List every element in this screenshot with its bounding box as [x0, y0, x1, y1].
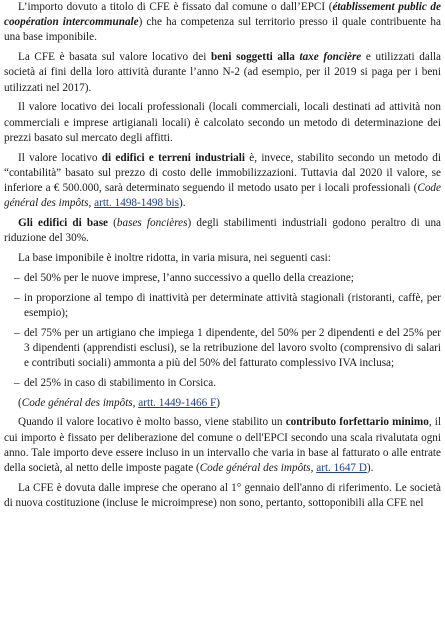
- italic-term: bases foncières: [116, 217, 188, 230]
- text: ,: [88, 197, 95, 210]
- text: è, invece, stabilito secondo un metodo di “contabilità” basato sul prezzo di costo delle immobilizzazioni. Tuttavia dal 2020 il valore, se inferiore a € 500.000, sarà determinato seguendo il metodo usato per i locali professionali (: [4, 151, 441, 195]
- list-item-text: del 50% per le nuove imprese, l’anno successivo a quello della creazione;: [24, 271, 354, 284]
- list-item-text: del 75% per un artigiano che impiega 1 dipendente, del 50% per 2 dipendenti e del 25% per 3 dipendenti (apprendisti esclusi), se la retribuzione del lavoro svolto (comprensivo di salari e contributi sociali) ammonta a più del 50% del fatturato complessivo IVA inclusa;: [24, 326, 441, 370]
- text: ) che ha competenza sul territorio presso il quale contribuente ha una base imponibile.: [4, 16, 441, 44]
- bold-term: beni soggetti alla: [210, 51, 295, 64]
- text: ).: [178, 197, 186, 210]
- list-item: [14, 376, 441, 391]
- text: ): [216, 396, 220, 409]
- paragraph-reductions-intro: [4, 251, 441, 266]
- text: ,: [132, 396, 139, 409]
- text: La base imponibile è inoltre ridotta, in varia misura, nei seguenti casi:: [18, 252, 331, 265]
- dash-bullet: –: [14, 291, 20, 304]
- code-title: Code général des impôts: [4, 182, 441, 210]
- code-title: Code général des impôts: [21, 396, 133, 409]
- bold-term: di edifici e terreni industriali: [101, 151, 245, 164]
- text: Il valore locativo: [18, 151, 102, 164]
- list-item-text: del 25% in caso di stabilimento in Corsica.: [24, 376, 217, 389]
- text: (: [18, 396, 22, 409]
- text: La CFE è dovuta dalle imprese che operano al 1° gennaio dell'anno di riferimento. Le società di nuova costituzione (incluse le microimprese) non sono, pertanto, sottoponibili alla CFE nel: [4, 481, 441, 510]
- text: Il valore locativo dei locali professionali (locali commerciali, locali destinati ad attività non commerciali e imprese artigianali locali) è calcolato secondo un metodo di determinazione dei prezzi basato sul mercato degli affitti.: [4, 101, 441, 144]
- paragraph-professional-premises: [4, 100, 441, 146]
- paragraph-amount: [4, 0, 441, 46]
- text: e utilizzati dalla società ai fini della loro attività durante l’anno N-2 (ad esempio, per il 2019 si paga per i beni utilizzati nel 2017).: [4, 51, 441, 94]
- list-item: [14, 271, 441, 286]
- paragraph-base-buildings: [4, 216, 441, 246]
- text: La CFE è basata sul valore locativo dei: [18, 51, 211, 64]
- reductions-list: [4, 271, 441, 391]
- link-art-1647d[interactable]: art. 1647 D: [316, 462, 367, 475]
- code-reference: [18, 396, 441, 411]
- paragraph-due-date: [4, 481, 441, 511]
- code-title: Code général des impôts: [199, 462, 311, 475]
- text: ) degli stabilimenti industriali godono peraltro di una riduzione del 30%.: [4, 217, 442, 245]
- list-item-text: in proporzione al tempo di inattività per determinate attività stagionali (ristoranti, caffè, per esempio);: [24, 291, 441, 319]
- paragraph-industrial-buildings: [4, 151, 441, 212]
- bold-italic-term: taxe foncière: [299, 51, 362, 64]
- text: Quando il valore locativo è molto basso, viene stabilito un: [18, 416, 286, 429]
- paragraph-minimum-contribution: [4, 415, 441, 476]
- text: L’importo dovuto a titolo di CFE è fissato dal comune o dall’EPCI (: [18, 1, 333, 13]
- bold-term: Gli edifici di base: [18, 217, 109, 230]
- paragraph-base: [4, 50, 441, 96]
- text: ).: [366, 462, 374, 475]
- list-item: [14, 291, 441, 321]
- link-artt-1498[interactable]: artt. 1498-1498 bis: [94, 197, 179, 210]
- link-artt-1449[interactable]: artt. 1449-1466 F: [138, 396, 217, 409]
- text: , il cui importo è fissato per deliberazione del comune o dell'EPCI secondo una scala rivalutata ogni anno. Tale importo deve essere incluso in un intervallo che varia in base al fatturato o alle entrate della società, al netto delle imposte pagate (: [4, 416, 442, 475]
- dash-bullet: –: [14, 376, 20, 389]
- list-item: [14, 326, 441, 372]
- text: (: [108, 217, 117, 230]
- bold-term: contributo forfettario minimo: [285, 416, 429, 429]
- epci-expansion: établissement public de coopération intercommunale: [4, 1, 441, 29]
- dash-bullet: –: [14, 271, 20, 284]
- dash-bullet: –: [14, 326, 20, 339]
- text: ,: [310, 462, 317, 475]
